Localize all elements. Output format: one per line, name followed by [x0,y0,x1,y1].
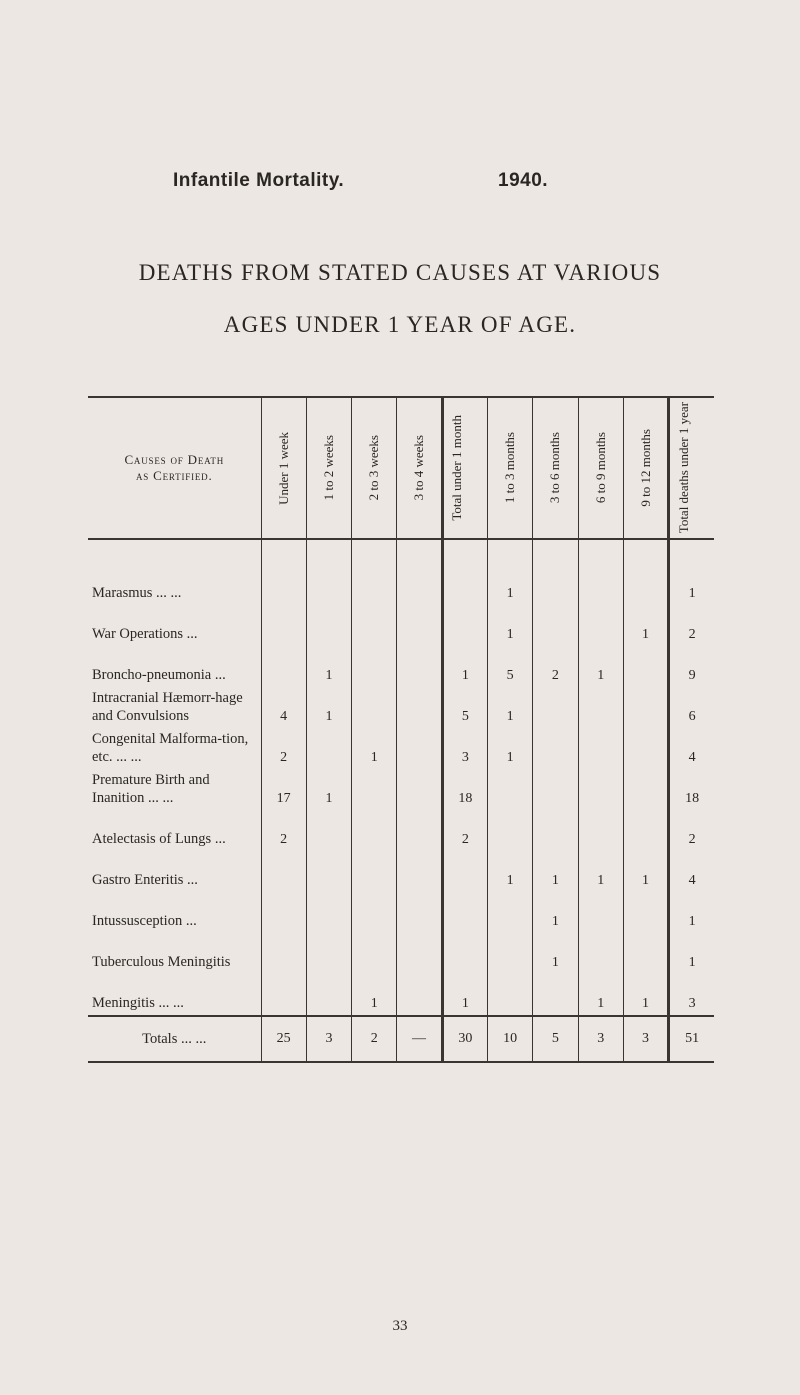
table-row [88,605,714,646]
value-cell: 1 [352,974,397,1016]
value-cell [442,605,487,646]
value-cell: 1 [623,605,668,646]
value-cell [487,974,532,1016]
column-header: Total deaths under 1 year [669,397,714,539]
column-header: 3 to 4 weeks [397,397,442,539]
cause-cell: Marasmus ... ... [92,585,182,601]
cause-header-line-2: as Certified. [135,468,213,483]
column-header: 1 to 3 months [487,397,532,539]
table-row [88,810,714,851]
value-cell: 2 [261,810,306,851]
cause-cell: War Operations ... [92,626,198,642]
value-cell: 1 [442,974,487,1016]
value-cell [533,810,578,851]
value-cell [306,974,351,1016]
value-cell [533,974,578,1016]
value-cell: 30 [442,1016,487,1062]
value-cell [487,769,532,810]
value-cell [533,539,578,605]
value-cell: 4 [669,728,714,769]
value-cell: 10 [487,1016,532,1062]
table-row [88,728,714,769]
cause-cell: Intussusception ... [92,913,197,929]
value-cell: 6 [669,687,714,728]
value-cell [578,539,623,605]
value-cell [306,810,351,851]
value-cell [442,933,487,974]
value-cell [306,539,351,605]
value-cell: 2 [442,810,487,851]
value-cell: 9 [669,646,714,687]
table-row [88,933,714,974]
value-cell: 1 [487,851,532,892]
totals-row [88,1016,714,1062]
value-cell: 5 [487,646,532,687]
value-cell [487,892,532,933]
cause-cell: Meningitis ... ... [92,995,184,1011]
value-cell [306,933,351,974]
value-cell [578,810,623,851]
value-cell [261,646,306,687]
value-cell [487,810,532,851]
table-row [88,974,714,1016]
value-cell: 1 [306,646,351,687]
value-cell [623,646,668,687]
value-cell [623,728,668,769]
heading-year: 1940. [498,170,549,191]
value-cell [487,933,532,974]
value-cell [397,810,442,851]
value-cell: 1 [487,605,532,646]
value-cell: 25 [261,1016,306,1062]
value-cell [397,646,442,687]
value-cell [306,851,351,892]
mortality-table [88,396,714,1063]
cause-cell: Intracranial Hæmorr-hage and Convulsions [92,690,243,724]
value-cell [352,687,397,728]
value-cell: 1 [669,892,714,933]
value-cell: 1 [487,728,532,769]
column-header: 2 to 3 weeks [352,397,397,539]
value-cell: 1 [623,974,668,1016]
value-cell: 3 [669,974,714,1016]
value-cell [397,974,442,1016]
value-cell: 5 [533,1016,578,1062]
column-header: 1 to 2 weeks [306,397,351,539]
value-cell [397,769,442,810]
value-cell [352,810,397,851]
cause-cell: Broncho-pneumonia ... [92,667,226,683]
value-cell: 1 [578,646,623,687]
value-cell: 1 [533,892,578,933]
value-cell [352,605,397,646]
value-cell [261,539,306,605]
value-cell: 1 [306,769,351,810]
cause-cell: Premature Birth and Inanition ... ... [92,772,210,806]
value-cell [397,605,442,646]
value-cell [261,605,306,646]
value-cell: 1 [533,851,578,892]
value-cell [397,687,442,728]
value-cell [261,851,306,892]
page-number: 33 [392,1318,408,1334]
value-cell [623,933,668,974]
value-cell: 1 [669,539,714,605]
table-row [88,851,714,892]
value-cell [578,687,623,728]
value-cell: 1 [487,539,532,605]
value-cell [578,769,623,810]
table-header-row [88,397,714,539]
value-cell: 51 [669,1016,714,1062]
value-cell [533,687,578,728]
value-cell [261,892,306,933]
value-cell [623,892,668,933]
value-cell [442,851,487,892]
value-cell [578,933,623,974]
value-cell [623,810,668,851]
value-cell [578,892,623,933]
value-cell [352,892,397,933]
value-cell: 3 [578,1016,623,1062]
value-cell: 1 [442,646,487,687]
value-cell: 1 [669,933,714,974]
table-row [88,539,714,605]
table-row [88,892,714,933]
value-cell: 1 [487,687,532,728]
value-cell [352,933,397,974]
value-cell: 18 [442,769,487,810]
column-header: Total under 1 month [442,397,487,539]
value-cell [623,687,668,728]
value-cell [397,933,442,974]
cause-cell: Atelectasis of Lungs ... [92,831,226,847]
value-cell [397,892,442,933]
value-cell: 1 [623,851,668,892]
table-row [88,646,714,687]
value-cell [578,605,623,646]
value-cell [306,728,351,769]
value-cell: 3 [306,1016,351,1062]
subtitle-line-1: DEATHS FROM STATED CAUSES AT VARIOUS [138,260,662,285]
cause-header-line-1: Causes of Death [124,452,225,467]
value-cell [261,974,306,1016]
value-cell [623,769,668,810]
value-cell: 1 [533,933,578,974]
heading-title: Infantile Mortality. [173,170,345,191]
value-cell [533,728,578,769]
cause-cell: Gastro Enteritis ... [92,872,198,888]
value-cell: 17 [261,769,306,810]
value-cell: 1 [578,974,623,1016]
value-cell [352,851,397,892]
value-cell [442,892,487,933]
table-row [88,769,714,810]
value-cell: 3 [442,728,487,769]
totals-label: Totals ... ... [88,1016,261,1062]
value-cell [306,605,351,646]
value-cell [306,892,351,933]
value-cell [352,769,397,810]
value-cell [533,605,578,646]
value-cell [623,539,668,605]
value-cell: 2 [261,728,306,769]
value-cell [397,539,442,605]
column-header: 9 to 12 months [623,397,668,539]
value-cell: 4 [669,851,714,892]
cause-cell: Congenital Malforma-tion, etc. ... ... [92,731,249,765]
value-cell [578,728,623,769]
value-cell: 2 [533,646,578,687]
cause-column-header [88,397,261,539]
table-row [88,687,714,728]
value-cell: 2 [352,1016,397,1062]
value-cell: 2 [669,605,714,646]
column-header: 6 to 9 months [578,397,623,539]
value-cell: — [397,1016,442,1062]
value-cell: 4 [261,687,306,728]
value-cell [442,539,487,605]
column-header: 3 to 6 months [533,397,578,539]
table-body [88,539,714,1062]
value-cell [261,933,306,974]
value-cell [533,769,578,810]
value-cell [352,646,397,687]
cause-cell: Tuberculous Meningitis [92,954,231,970]
value-cell [352,539,397,605]
value-cell [397,851,442,892]
value-cell: 1 [578,851,623,892]
column-header: Under 1 week [261,397,306,539]
subtitle-line-2: AGES UNDER 1 YEAR OF AGE. [223,312,577,337]
value-cell: 2 [669,810,714,851]
value-cell: 5 [442,687,487,728]
value-cell [397,728,442,769]
value-cell: 1 [352,728,397,769]
value-cell: 18 [669,769,714,810]
value-cell: 1 [306,687,351,728]
value-cell: 3 [623,1016,668,1062]
